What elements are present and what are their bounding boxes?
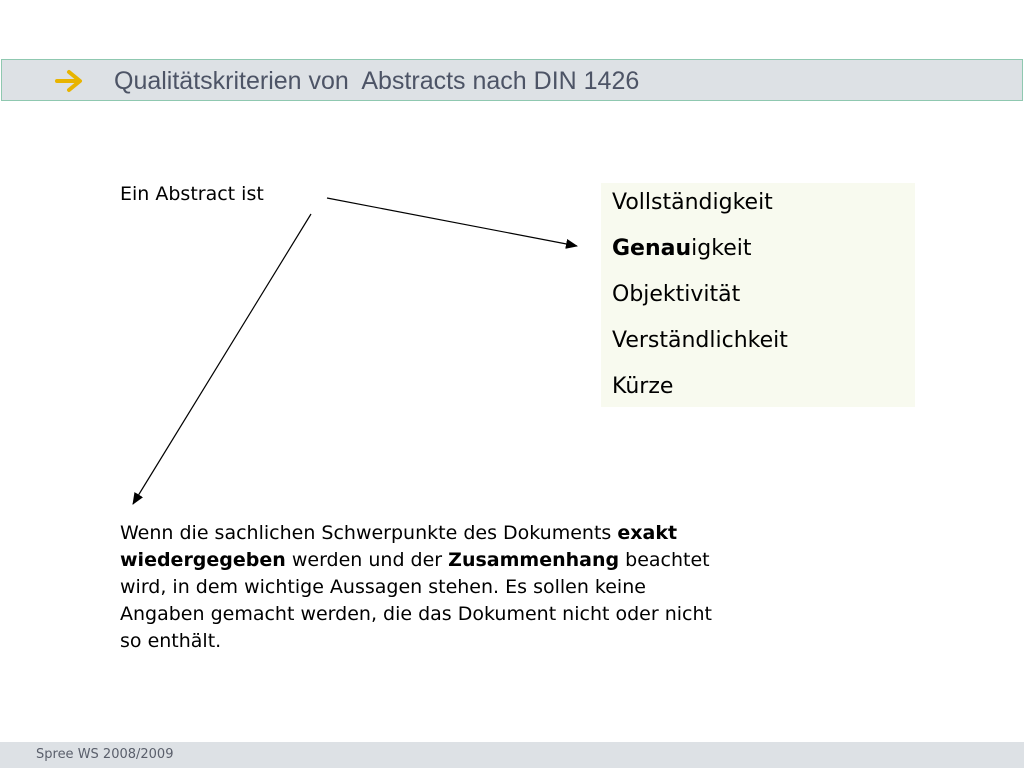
footer-text: Spree WS 2008/2009 <box>36 747 174 762</box>
criterion-completeness: Vollständigkeit <box>612 190 773 215</box>
criterion-brevity: Kürze <box>612 374 674 399</box>
page-title: Qualitätskriterien von Abstracts nach DIN 1426 <box>114 67 640 95</box>
criterion-objectivity: Objektivität <box>612 282 741 307</box>
intro-text: Ein Abstract ist <box>120 183 264 205</box>
criterion-comprehensibility: Verständlichkeit <box>612 328 788 353</box>
arrow-to-criteria <box>327 198 577 246</box>
definition-text: Wenn die sachlichen Schwerpunkte des Dokuments exakt wiedergegeben werden und der Zusammenhang beachtet wird, in dem wichtige Aussagen stehen. Es sollen keine Angaben gemacht werden, die das Dokument nicht oder nicht so enthält. <box>120 522 712 652</box>
arrow-to-definition <box>133 214 311 504</box>
criterion-accuracy: Genauigkeit <box>612 236 752 261</box>
footer <box>0 742 1024 768</box>
